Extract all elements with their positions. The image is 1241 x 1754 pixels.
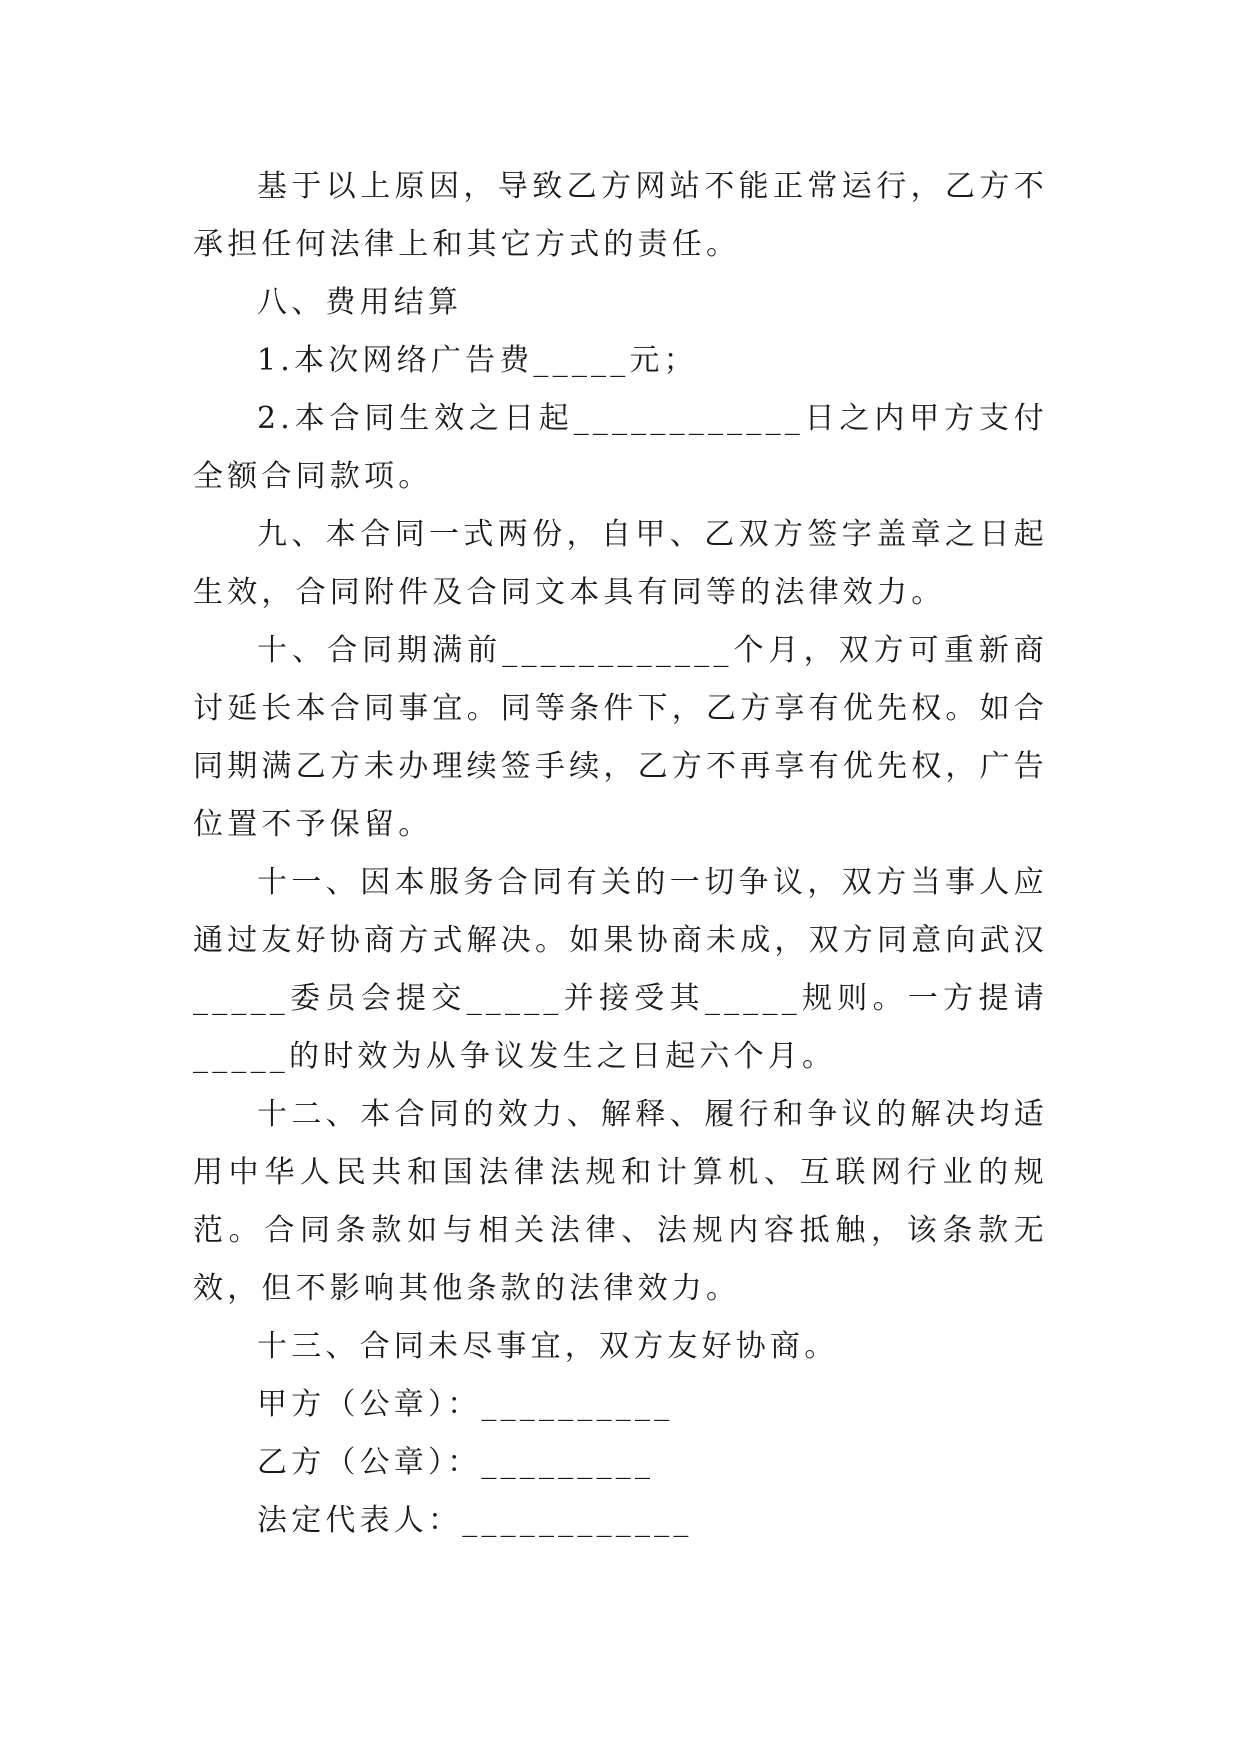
clause-eleven-disputes: 十一、因本服务合同有关的一切争议，双方当事人应通过友好协商方式解决。如果协商未成，双方同意向武汉_____委员会提交_____并接受其_____规则。一方提请_____的时效为从争议发生之日起六个月。 — [193, 865, 1048, 1074]
clause-thirteen-unresolved: 十三、合同未尽事宜，双方友好协商。 — [257, 1329, 839, 1364]
signature-legal-representative: 法定代表人：____________ — [257, 1503, 693, 1538]
document-page — [193, 158, 1048, 1550]
signature-party-b: 乙方（公章）：_________ — [257, 1445, 655, 1480]
section-heading-fee-settlement: 八、费用结算 — [257, 285, 463, 320]
clause-twelve-governing-law: 十二、本合同的效力、解释、履行和争议的解决均适用中华人民共和国法律法规和计算机、互联网行业的规范。合同条款如与相关法律、法规内容抵触，该条款无效，但不影响其他条款的法律效力。 — [193, 1097, 1048, 1306]
clause-payment-deadline: 2.本合同生效之日起____________日之内甲方支付全额合同款项。 — [193, 401, 1048, 494]
clause-ad-fee: 1.本次网络广告费_____元； — [257, 343, 698, 378]
clause-nine-copies: 九、本合同一式两份，自甲、乙双方签字盖章之日起生效，合同附件及合同文本具有同等的法律效力。 — [193, 517, 1048, 610]
signature-party-a: 甲方（公章）：__________ — [257, 1387, 674, 1422]
clause-ten-renewal: 十、合同期满前____________个月，双方可重新商讨延长本合同事宜。同等条件下，乙方享有优先权。如合同期满乙方未办理续签手续，乙方不再享有优先权，广告位置不予保留。 — [193, 633, 1048, 842]
paragraph-liability-disclaimer: 基于以上原因，导致乙方网站不能正常运行，乙方不承担任何法律上和其它方式的责任。 — [193, 169, 1048, 262]
